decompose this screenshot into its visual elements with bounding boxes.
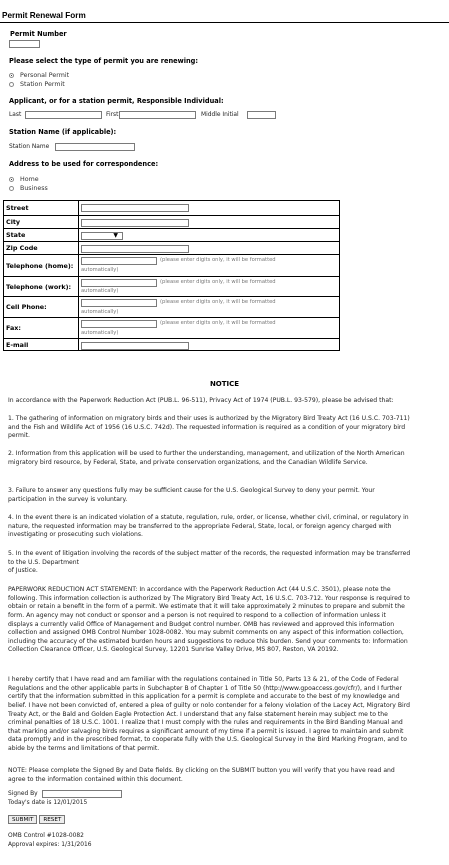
- title-divider: [0, 22, 449, 23]
- phone-format-hint: (please enter digits only, it will be formatted: [160, 279, 276, 285]
- notice-paragraph-5-end: of Justice.: [8, 567, 38, 575]
- address-row-state: [4, 228, 339, 241]
- paperwork-reduction-statement: PAPERWORK REDUCTION ACT STATEMENT: In accordance with the Paperwork Reduction Act (44 U.S.C. 3501), please note the following. This information collection is authorized by The Migratory Bird Treaty Act, 16 U.S.C. 703-712. Your response is required to obtain or retain a benefit in the form of a permit. We estimate that it will take approximately 2 minutes to prepare and submit the form. An agency may not conduct or sponsor and a person is not required to respond to a collection of information unless it displays a currently valid Office of Management and Budget control number. OMB has reviewed and approved this information collection and assigned OMB Control Number 1028-0082. You may submit comments on any aspect of this information collection, including the accuracy of the estimated burden hours and suggestions to reduce this burden. Send your comments to: Information Collection Clearance Officer, U.S. Geological Survey, 12201 Sunrise Valley Drive, MS 807, Reston, VA 20192.: [8, 586, 410, 654]
- page-title: Permit Renewal Form: [2, 11, 86, 20]
- notice-paragraph-1: 1. The gathering of information on migratory birds and their uses is authorized by the Migratory Bird Treaty Act (16 U.S.C. 703-711) and the Fish and Wildlife Act of 1956 (16 U.S.C. 742d). The requested information is required as a condition of your migratory bird permit.: [8, 415, 410, 440]
- telephone-home-input[interactable]: [81, 257, 157, 265]
- address-row-street: [4, 201, 339, 215]
- reset-button[interactable]: RESET: [39, 815, 65, 824]
- cell-phone-label: Cell Phone:: [4, 297, 79, 317]
- street-label: Street: [4, 201, 79, 215]
- todays-date: Today's date is 12/01/2015: [8, 800, 88, 806]
- radio-button[interactable]: [9, 186, 14, 191]
- address-row-cell-phone: [4, 296, 339, 317]
- phone-format-hint-cont: automatically): [81, 288, 119, 294]
- last-name-label: Last: [9, 112, 22, 118]
- notice-paragraph-3: 3. Failure to answer any questions fully may be sufficient cause for the U.S. Geological Survey to deny your permit. Your participation in the survey is voluntary.: [8, 487, 375, 503]
- radio-business-address[interactable]: [9, 185, 48, 193]
- address-table: [3, 200, 340, 351]
- notice-paragraph-4: 4. In the event there is an indicated violation of a statute, regulation, rule, order, or license, whether civil, criminal, or regulatory in nature, the requested information may be transferred to the appropriate Federal, State, local, or foreign agency charged with investigating or prosecuting such violations.: [8, 514, 409, 539]
- radio-home-address[interactable]: [9, 176, 39, 184]
- permit-number-label: Permit Number: [10, 30, 67, 38]
- telephone-work-label: Telephone (work):: [4, 277, 79, 296]
- omb-control-number: OMB Control #1028-0082: [8, 833, 84, 839]
- address-row-city: [4, 215, 339, 228]
- city-input[interactable]: [81, 219, 189, 227]
- middle-initial-label: Middle Initial: [201, 112, 239, 118]
- telephone-work-input[interactable]: [81, 279, 157, 287]
- address-row-fax: [4, 317, 339, 338]
- zip-label: Zip Code: [4, 242, 79, 254]
- phone-format-hint-cont: automatically): [81, 330, 119, 336]
- address-row-zip: [4, 241, 339, 254]
- middle-initial-input[interactable]: [247, 111, 276, 119]
- chevron-down-icon: ▼: [113, 232, 118, 239]
- notice-paragraph-5-text: 5. In the event of litigation involving the records of the subject matter of the records, the requested information may be transferred to the U.S. Department: [8, 550, 411, 566]
- email-label: E-mail: [4, 339, 79, 350]
- notice-paragraph-5: [8, 550, 412, 576]
- radio-label: Home: [20, 176, 39, 183]
- phone-format-hint-cont: automatically): [81, 267, 119, 273]
- radio-label: Personal Permit: [20, 72, 70, 79]
- fax-label: Fax:: [4, 318, 79, 338]
- last-name-input[interactable]: [25, 111, 102, 119]
- zip-input[interactable]: [81, 245, 189, 253]
- address-heading: Address to be used for correspondence:: [9, 160, 159, 168]
- fax-input[interactable]: [81, 320, 157, 328]
- notice-intro: In accordance with the Paperwork Reduction Act (PUB.L. 96-511), Privacy Act of 1974 (PUB.L. 93-579), please be advised that:: [8, 397, 394, 404]
- approval-expiration: Approval expires: 1/31/2016: [8, 842, 92, 848]
- state-select[interactable]: [81, 232, 123, 240]
- radio-station-permit[interactable]: [9, 81, 65, 89]
- city-label: City: [4, 216, 79, 228]
- phone-format-hint: (please enter digits only, it will be formatted: [160, 299, 276, 305]
- cell-phone-input[interactable]: [81, 299, 157, 307]
- form-actions: [8, 815, 65, 824]
- email-input[interactable]: [81, 342, 189, 350]
- first-name-label: First: [106, 112, 119, 118]
- submit-button[interactable]: SUBMIT: [8, 815, 37, 824]
- address-row-email: [4, 338, 339, 350]
- street-input[interactable]: [81, 204, 189, 212]
- radio-button-selected[interactable]: [9, 73, 14, 78]
- radio-personal-permit[interactable]: [9, 72, 69, 80]
- phone-format-hint: (please enter digits only, it will be formatted: [160, 320, 276, 326]
- address-row-telephone-home: [4, 254, 339, 276]
- state-label: State: [4, 229, 79, 241]
- signed-by-label: Signed By: [8, 791, 38, 797]
- radio-button[interactable]: [9, 82, 14, 87]
- station-name-input[interactable]: [55, 143, 135, 151]
- permit-type-question: Please select the type of permit you are renewing:: [9, 57, 199, 65]
- completion-note: NOTE: Please complete the Signed By and Date fields. By clicking on the SUBMIT button you will verify that you have read and agree to the information contained within this document.: [8, 767, 395, 783]
- phone-format-hint: (please enter digits only, it will be formatted: [160, 257, 276, 263]
- radio-button-selected[interactable]: [9, 177, 14, 182]
- address-row-telephone-work: [4, 276, 339, 296]
- station-name-label: Station Name: [9, 144, 50, 150]
- certification-statement: I hereby certify that I have read and am familiar with the regulations contained in Title 50, Parts 13 & 21, of the Code of Federal Regulations and the other applicable parts in Subchapter B of Chapter 1 of Title 50 (http://www.gpoaccess.gov/cfr/), and I further certify that the information submitted in this application for a permit is complete and accurate to the best of my knowledge and belief. I have not been convicted of, entered a plea of guilty or nolo contender for a felony violation of the Lacey Act, Migratory Bird Treaty Act, or the Bald and Golden Eagle Protection Act. I understand that any false statement herein may subject me to the criminal penalties of 18 U.S.C. 1001. I realize that I must comply with the rules and requirements in the Bird Banding Manual and that marking and/or salvaging birds requires a significant amount of my time if a permit is issued. I agree to maintain and submit data promptly and in the prescribed format, to cooperate fully with the U.S. Geological Survey in the Bird Marking Program, and to abide by the terms and limitations of that permit.: [8, 676, 410, 753]
- radio-label: Business: [20, 185, 48, 192]
- station-name-heading: Station Name (if applicable):: [9, 128, 117, 136]
- permit-number-input[interactable]: [9, 40, 40, 48]
- telephone-home-label: Telephone (home):: [4, 255, 79, 276]
- phone-format-hint-cont: automatically): [81, 309, 119, 315]
- first-name-input[interactable]: [119, 111, 196, 119]
- notice-paragraph-2: 2. Information from this application will be used to further the understanding, management, and utilization of the North American migratory bird resource, by Federal, State, and private conservation organizations, and the Canadian Wildlife Service.: [8, 450, 405, 466]
- radio-label: Station Permit: [20, 81, 65, 88]
- notice-title: NOTICE: [209, 380, 240, 388]
- applicant-label: Applicant, or for a station permit, Responsible Individual:: [9, 97, 224, 105]
- signed-by-input[interactable]: [42, 790, 122, 798]
